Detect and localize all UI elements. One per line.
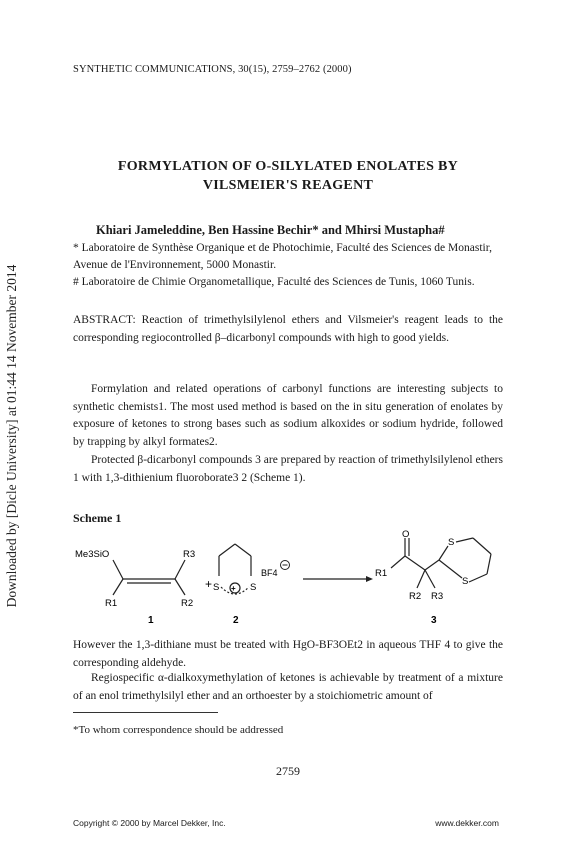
affiliation-tunis: # Laboratoire de Chimie Organometallique, Faculté des Sciences de Tunis, 1060 Tunis.: [73, 276, 475, 288]
r3-label-compound-1: R3: [183, 549, 196, 560]
r1-label-compound-3: R1: [375, 568, 388, 579]
compound-3-number: 3: [431, 615, 437, 626]
dithiane-bond-6: [439, 560, 462, 578]
sulfur-bottom-compound-3: S: [462, 576, 469, 587]
publisher-website: www.dekker.com: [435, 818, 499, 828]
dithiane-bond-2: [456, 538, 473, 542]
plus-sign: +: [205, 577, 213, 591]
paragraph-protected: Protected β-dicarbonyl compounds 3 are prepared by reaction of trimethylsilylenol ethers 1 with 1,3-dithienium fluoroborate3 2 (Scheme 1).: [73, 454, 503, 484]
ring-bond-top-right: [235, 544, 251, 556]
bond-quaternary-dithiane: [425, 560, 439, 570]
compound-1-number: 1: [148, 615, 154, 626]
page-number: 2759: [276, 764, 300, 778]
r1-label-compound-1: R1: [105, 598, 118, 609]
scheme-label: Scheme 1: [73, 511, 122, 525]
paragraph-regiospecific: Regiospecific α-dialkoxymethylation of ketones is achievable by treatment of a mixture of an enol trimethylsilyl ether and an orthoester by a stoichiometric amount of: [73, 672, 503, 702]
footnote-rule: [73, 712, 218, 713]
bond-r2: [175, 579, 185, 595]
ring-bond-top-left: [219, 544, 235, 556]
compound-1-bonds: [113, 560, 185, 595]
r2-label-compound-3: R2: [409, 591, 422, 602]
r2-label-compound-1: R2: [181, 598, 194, 609]
bond-r3: [425, 570, 435, 588]
r3-label-compound-3: R3: [431, 591, 444, 602]
reaction-arrow: [303, 576, 373, 582]
footnote: *To whom correspondence should be addressed: [73, 724, 284, 736]
bond-r1: [113, 579, 123, 595]
dithiane-bond-5: [469, 574, 487, 582]
dithiane-bond-1: [439, 546, 448, 560]
sulfur-right-compound-2: S: [250, 582, 257, 593]
me3sio-label: Me3SiO: [75, 549, 110, 560]
dithiane-bond-3: [473, 538, 491, 554]
download-watermark-text: Downloaded by [Dicle University] at 01:44 14 November 2014: [4, 264, 19, 608]
arrow-head: [366, 576, 373, 582]
authors: Khiari Jameleddine, Ben Hassine Bechir* and Mhirsi Mustapha#: [96, 223, 445, 237]
compound-2-number: 2: [233, 615, 239, 626]
bf4-label: BF4: [261, 568, 278, 578]
cation-plus: +: [231, 584, 236, 593]
article-title: FORMYLATION OF O-SILYLATED ENOLATES BY VILSMEIER'S REAGENT: [117, 159, 459, 193]
sulfur-top-compound-3: S: [448, 537, 455, 548]
download-watermark: [2, 256, 22, 616]
compound-3-bonds: [391, 538, 491, 588]
bond-r2: [417, 570, 425, 588]
abstract: ABSTRACT: Reaction of trimethylsilylenol ethers and Vilsmeier's reagent leads to the corresponding regiocontrolled β–dicarbonyl compounds with high to good yields.: [73, 314, 503, 344]
dithiane-bond-4: [487, 554, 491, 574]
copyright: Copyright © 2000 by Marcel Dekker, Inc.: [73, 818, 226, 828]
bond-carbonyl-quaternary: [405, 556, 425, 570]
sulfur-left-compound-2: S: [213, 582, 220, 593]
paragraph-intro: Formylation and related operations of carbonyl functions are interesting subjects to synthetic chemists1. The most used method is based on the in situ generation of enolates by exposure of ketones to strong bases such as sodium alkoxides or sodium hydride, followed by trapping by alkyl formates2.: [73, 383, 503, 448]
bond-osi: [113, 560, 123, 579]
bond-r3: [175, 560, 185, 579]
oxygen-label: O: [402, 530, 410, 540]
scheme-1-diagram: [73, 530, 513, 626]
bond-r1-carbonyl: [391, 556, 405, 568]
affiliation-monastir: * Laboratoire de Synthèse Organique et de Photochimie, Faculté des Sciences de Monastir, Avenue de l'Environnement, 5000 Monastir.: [73, 242, 492, 271]
journal-header: SYNTHETIC COMMUNICATIONS, 30(15), 2759–2762 (2000): [73, 64, 352, 75]
paragraph-dithiane: However the 1,3-dithiane must be treated with HgO-BF3OEt2 in aqueous THF 4 to give the corresponding aldehyde.: [73, 639, 503, 669]
